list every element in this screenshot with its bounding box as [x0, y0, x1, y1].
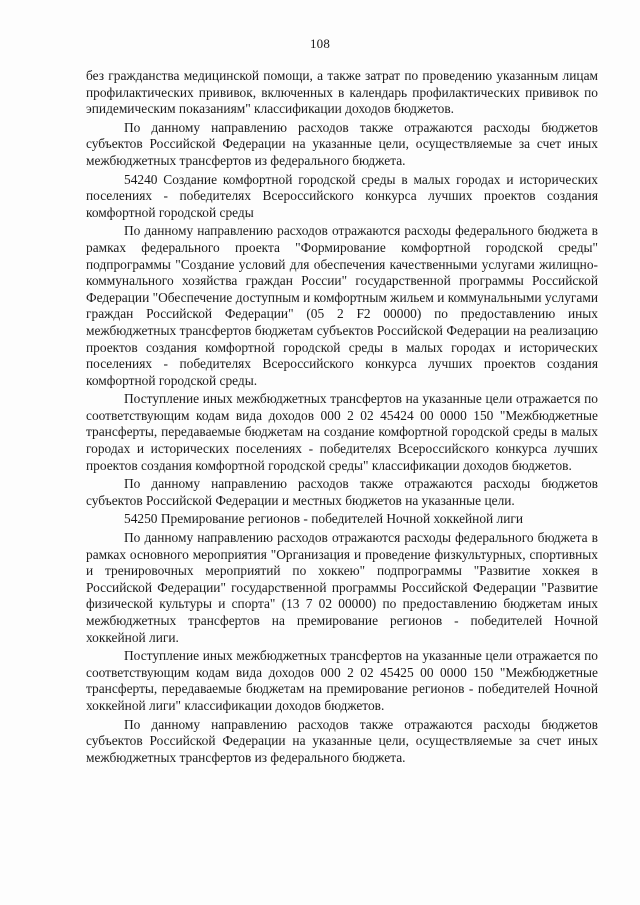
paragraph: Поступление иных межбюджетных трансфертов на указанные цели отражается по соответствующим кодам вида доходов 000 2 02 45425 00 0000 150 "Межбюджетные трансферты, передаваемые бюджетам на премирование регионов - победителей Ночной хоккейной лиги" классификации доходов бюджетов. [86, 648, 598, 713]
section-heading-54250: 54250 Премирование регионов - победителей Ночной хоккейной лиги [124, 511, 524, 527]
document-body [86, 68, 598, 768]
paragraph: По данному направлению расходов также отражаются расходы бюджетов субъектов Российской Федерации на указанные цели, осуществляемые за счет иных межбюджетных трансфертов из федерального бюджета. [86, 119, 598, 168]
paragraph: По данному направлению расходов отражаются расходы федерального бюджета в рамках федерального проекта "Формирование комфортной городской среды" подпрограммы "Создание условий для обеспечения качественными услугами жилищно-коммунального хозяйства граждан России" государственной программы Российской Федерации "Обеспечение доступным и комфортным жильем и коммунальными услугами граждан Российской Федерации" (05 2 F2 00000) по предоставлению иных межбюджетных трансфертов бюджетам субъектов Российской Федерации на реализацию проектов создания комфортной городской среды в малых городах и исторических поселениях - победителях Всероссийского конкурса лучших проектов создания комфортной городской среды. [86, 223, 598, 388]
paragraph: По данному направлению расходов также отражаются расходы бюджетов субъектов Российской Федерации на указанные цели, осуществляемые за счет иных межбюджетных трансфертов из федерального бюджета. [86, 716, 598, 765]
page-number: 108 [309, 36, 331, 51]
paragraph: По данному направлению расходов также отражаются расходы бюджетов субъектов Российской Федерации и местных бюджетов на указанные цели. [86, 476, 598, 508]
paragraph: Поступление иных межбюджетных трансфертов на указанные цели отражается по соответствующим кодам вида доходов 000 2 02 45424 00 0000 150 "Межбюджетные трансферты, передаваемые бюджетам на создание комфортной городской среды в малых городах и исторических поселениях - победителях Всероссийского конкурса лучших проектов создания комфортной городской среды" классификации доходов бюджетов. [86, 391, 598, 473]
paragraph-continuation: без гражданства медицинской помощи, а также затрат по проведению указанным лицам профилактических прививок, включенных в календарь профилактических прививок по эпидемическим показаниям" классификации доходов бюджетов. [86, 68, 598, 117]
section-heading-54240: 54240 Создание комфортной городской среды в малых городах и исторических поселениях - победителях Всероссийского конкурса лучших проектов создания комфортной городской среды [86, 171, 598, 220]
paragraph: По данному направлению расходов отражаются расходы федерального бюджета в рамках основного мероприятия "Организация и проведение физкультурных, спортивных и тренировочных мероприятий по хоккею" подпрограммы "Развитие хоккея в Российской Федерации" государственной программы Российской Федерации "Развитие физической культуры и спорта" (13 7 02 00000) по предоставлению бюджетам иных межбюджетных трансфертов на премирование регионов - победителей Ночной хоккейной лиги. [86, 530, 598, 645]
